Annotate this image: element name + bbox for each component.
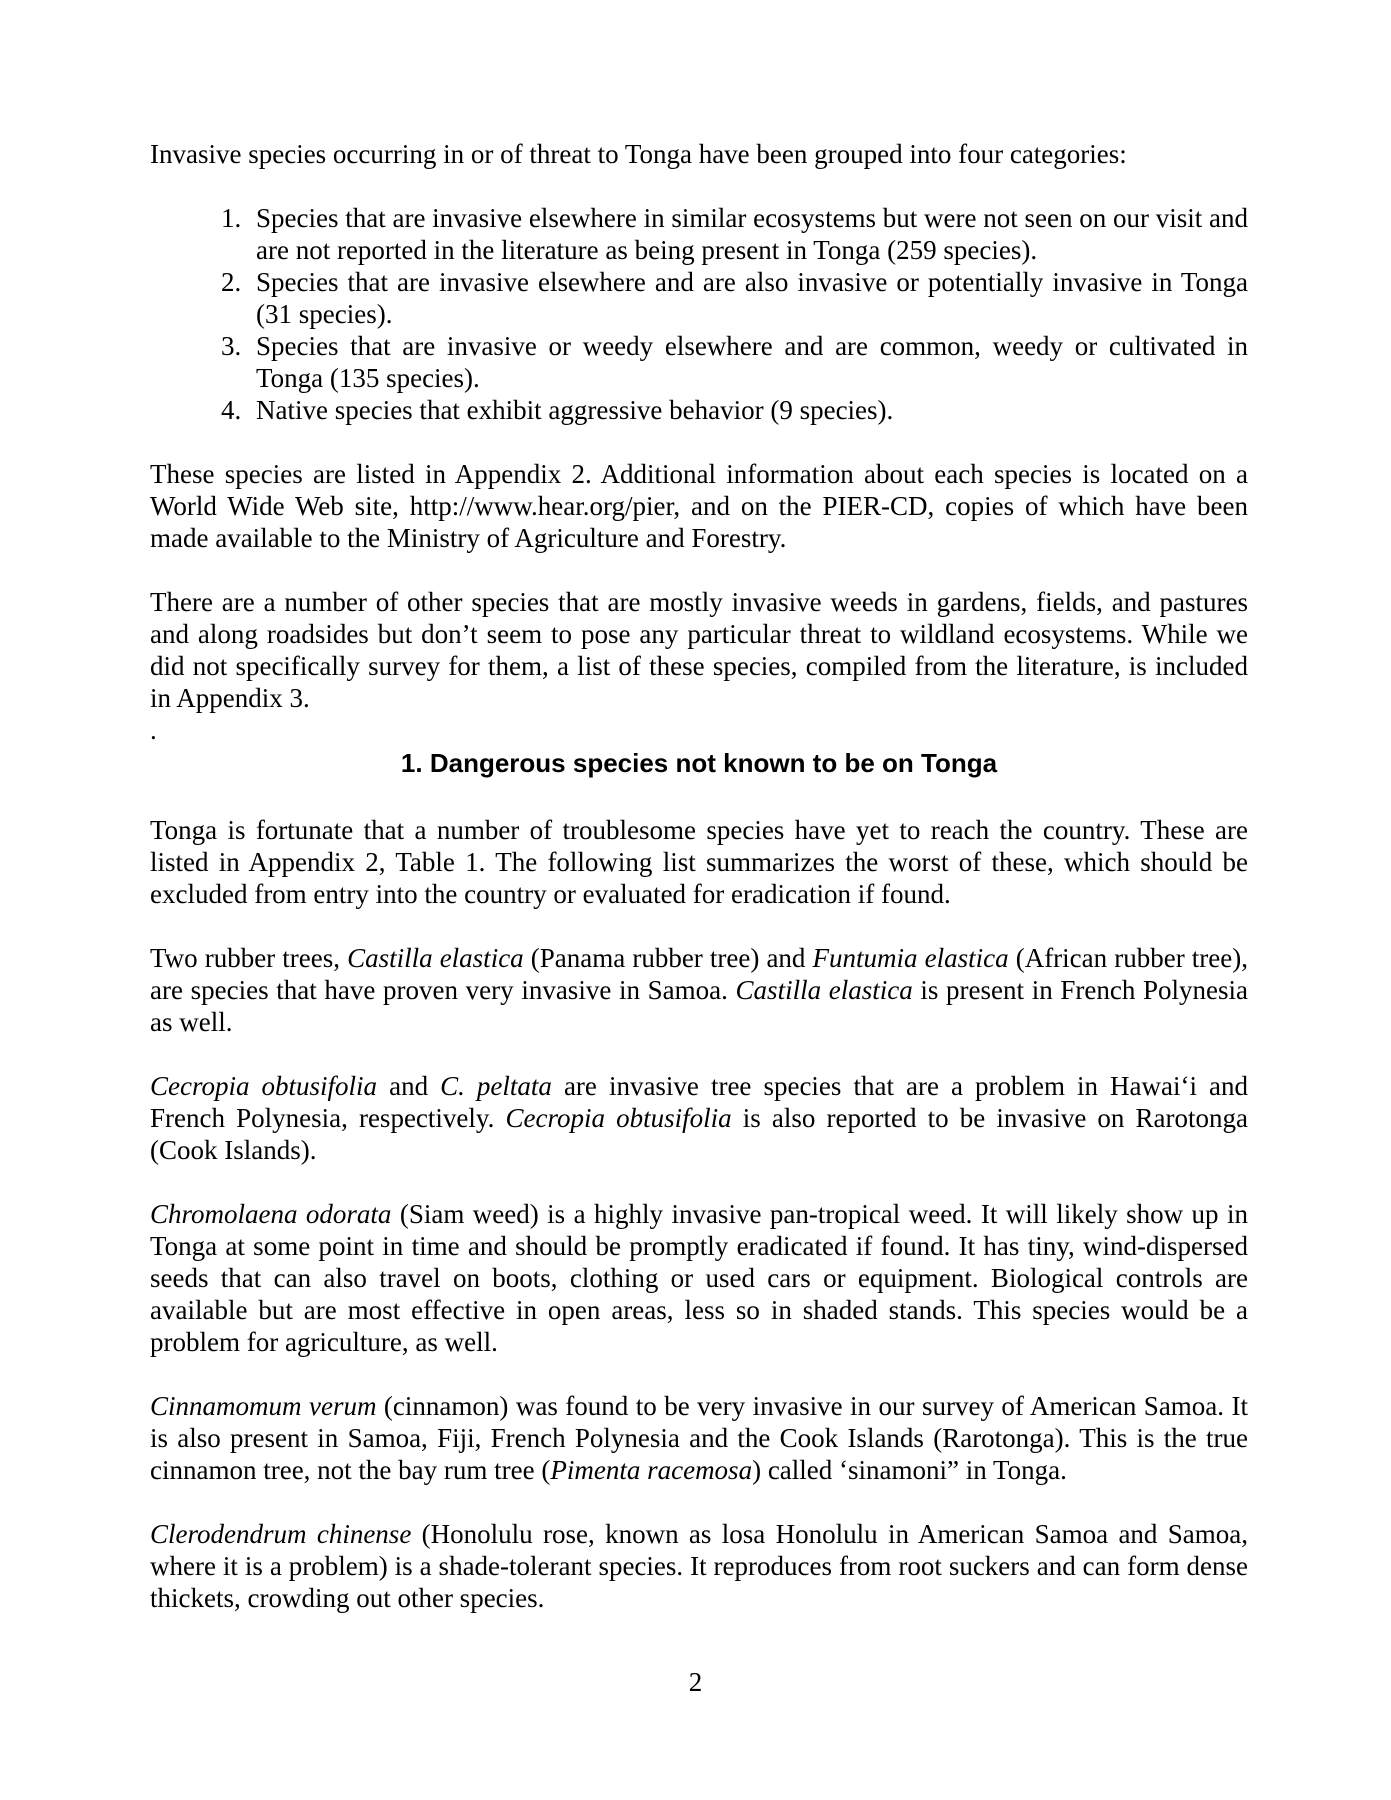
page-number: 2 bbox=[688, 1667, 703, 1697]
paragraph-appendix2: These species are listed in Appendix 2. Additional information about each species is located on a World Wide Web site, http://www.hear.org/pier, and on the PIER-CD, copies of which have been made available to the Ministry of Agriculture and Forestry. bbox=[150, 459, 1248, 553]
page-content bbox=[150, 138, 1248, 1614]
paragraph-tonga-fortunate: Tonga is fortunate that a number of troublesome species have yet to reach the country. These are listed in Appendix 2, Table 1. The following list summarizes the worst of these, which should be excluded from entry into the country or evaluated for eradication if found. bbox=[150, 815, 1248, 909]
paragraph-rubber-trees: Two rubber trees, Castilla elastica (Panama rubber tree) and Funtumia elastica (African rubber tree), are species that have proven very invasive in Samoa. Castilla elastica is present in French Polynesia as well. bbox=[150, 943, 1248, 1037]
paragraph-other-species: There are a number of other species that are mostly invasive weeds in gardens, fields, and pastures and along roadsides but don’t seem to pose any particular threat to wildland ecosystems. While we did not specifically survey for them, a list of these species, compiled from the literature, is included in Appendix 3. bbox=[150, 587, 1248, 713]
paragraph-chromolaena: Chromolaena odorata (Siam weed) is a highly invasive pan-tropical weed. It will likely show up in Tonga at some point in time and should be promptly eradicated if found. It has tiny, wind-dispersed seeds that can also travel on boots, clothing or used cars or equipment. Biological controls are available but are most effective in open areas, less so in shaded stands. This species would be a problem for agriculture, as well. bbox=[150, 1199, 1248, 1357]
category-item: 3. Species that are invasive or weedy elsewhere and are common, weedy or cultivated in Tonga (135 species). bbox=[248, 330, 1248, 394]
paragraph-cinnamomum: Cinnamomum verum (cinnamon) was found to be very invasive in our survey of American Samoa. It is also present in Samoa, Fiji, French Polynesia and the Cook Islands (Rarotonga). This is the true cinnamon tree, not the bay rum tree (Pimenta racemosa) called ‘sinamoni” in Tonga. bbox=[150, 1391, 1248, 1485]
category-item: 4. Native species that exhibit aggressive behavior (9 species). bbox=[248, 394, 1248, 426]
paragraph-clerodendrum: Clerodendrum chinense (Honolulu rose, known as losa Honolulu in American Samoa and Samoa, where it is a problem) is a shade-tolerant species. It reproduces from root suckers and can form dense thickets, crowding out other species. bbox=[150, 1519, 1249, 1613]
category-item: 1. Species that are invasive elsewhere in similar ecosystems but were not seen on our visit and are not reported in the literature as being present in Tonga (259 species). bbox=[248, 202, 1248, 266]
category-item: 2. Species that are invasive elsewhere and are also invasive or potentially invasive in Tonga (31 species). bbox=[248, 266, 1248, 330]
stray-period: . bbox=[150, 715, 157, 745]
category-list bbox=[150, 202, 1248, 426]
paragraph-intro: Invasive species occurring in or of threat to Tonga have been grouped into four categories: bbox=[150, 139, 1127, 169]
section-heading: 1. Dangerous species not known to be on Tonga bbox=[400, 748, 998, 778]
paragraph-cecropia: Cecropia obtusifolia and C. peltata are invasive tree species that are a problem in Hawai‘i and French Polynesia, respectively. Cecropia obtusifolia is also reported to be invasive on Rarotonga (Cook Islands). bbox=[150, 1071, 1249, 1165]
